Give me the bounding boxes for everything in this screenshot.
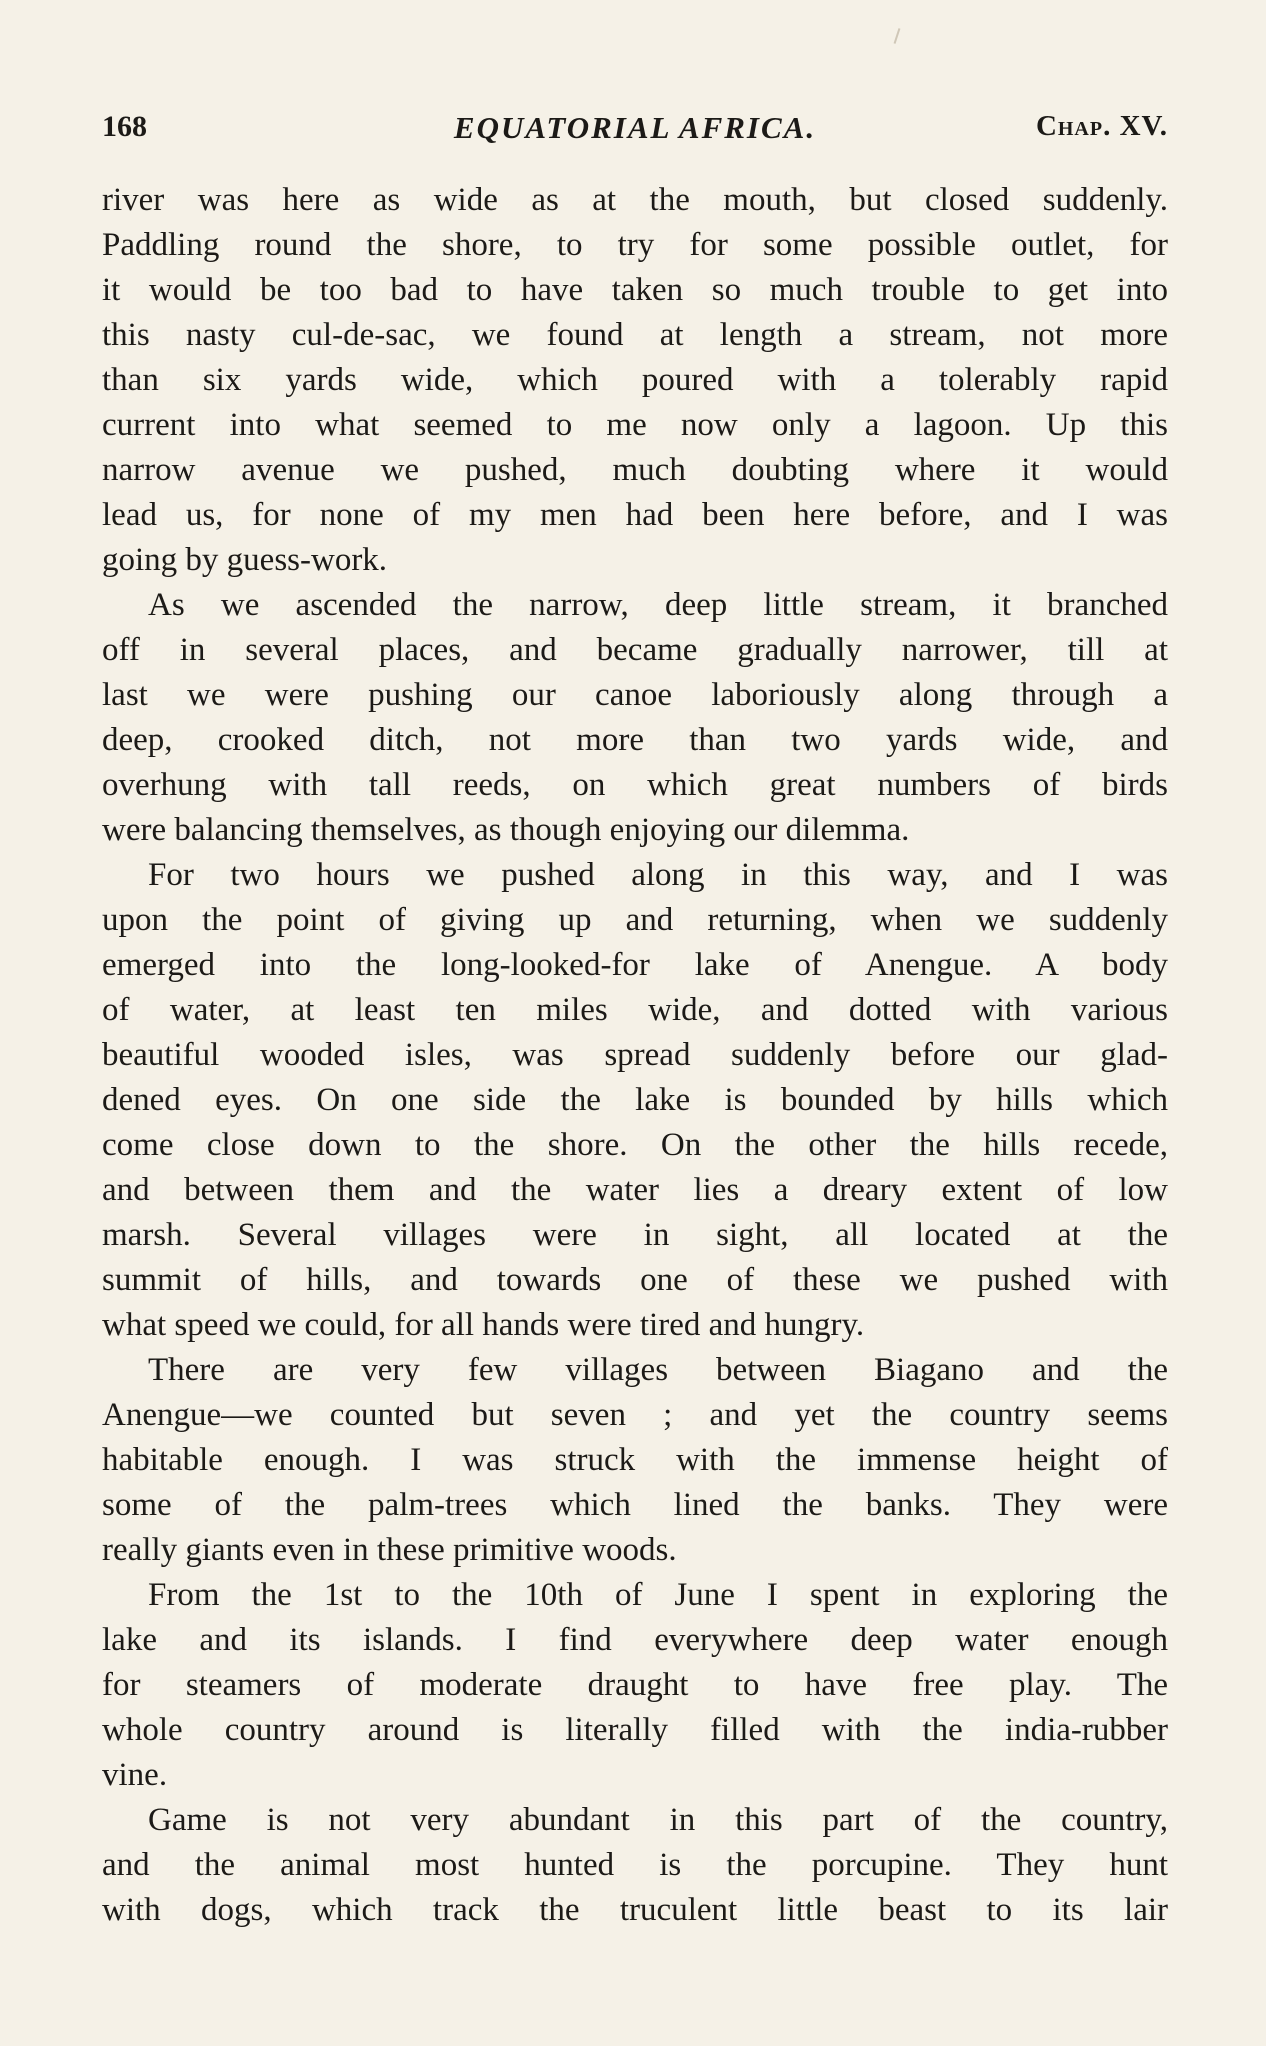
text-line: going by guess-work. xyxy=(102,542,388,578)
text-line: current into what seemed to me now only a lagoon. Up this xyxy=(102,407,1168,443)
text-line: really giants even in these primitive woods. xyxy=(102,1532,677,1568)
text-line: what speed we could, for all hands were tired and hungry. xyxy=(102,1307,865,1343)
chapter-label: Chap. XV. xyxy=(1035,110,1168,142)
text-line: for steamers of moderate draught to have free play. The xyxy=(102,1667,1168,1703)
text-line: river was here as wide as at the mouth, but closed suddenly. xyxy=(102,182,1168,218)
text-line: whole country around is literally filled with the india-rubber xyxy=(102,1712,1168,1748)
text-line: than six yards wide, which poured with a tolerably rapid xyxy=(102,362,1168,398)
text-line: were balancing themselves, as though enjoying our dilemma. xyxy=(102,812,910,848)
text-line: summit of hills, and towards one of these we pushed with xyxy=(102,1262,1168,1298)
text-line: beautiful wooded isles, was spread suddenly before our glad- xyxy=(102,1037,1168,1073)
paragraph xyxy=(102,853,1168,1348)
text-line: of water, at least ten miles wide, and dotted with various xyxy=(102,992,1168,1028)
text-line: As we ascended the narrow, deep little stream, it branched xyxy=(148,587,1168,623)
paragraph xyxy=(102,178,1168,583)
text-line: upon the point of giving up and returning, when we suddenly xyxy=(102,902,1168,938)
text-line: From the 1st to the 10th of June I spent in exploring the xyxy=(148,1577,1168,1613)
text-line: some of the palm-trees which lined the banks. They were xyxy=(102,1487,1168,1523)
text-line: deep, crooked ditch, not more than two yards wide, and xyxy=(102,722,1168,758)
text-line: lead us, for none of my men had been here before, and I was xyxy=(102,497,1168,533)
text-line: narrow avenue we pushed, much doubting where it would xyxy=(102,452,1168,488)
text-line: and the animal most hunted is the porcupine. They hunt xyxy=(102,1847,1168,1883)
text-line: off in several places, and became gradually narrower, till at xyxy=(102,632,1168,668)
body-text xyxy=(102,178,1168,1933)
text-line: habitable enough. I was struck with the immense height of xyxy=(102,1442,1168,1478)
text-line: this nasty cul-de-sac, we found at length a stream, not more xyxy=(102,317,1168,353)
paragraph xyxy=(102,1348,1168,1573)
paragraph xyxy=(102,1573,1168,1798)
text-line: Anengue—we counted but seven ; and yet the country seems xyxy=(102,1397,1168,1433)
text-line: Game is not very abundant in this part of the country, xyxy=(148,1802,1168,1838)
text-line: come close down to the shore. On the other the hills recede, xyxy=(102,1127,1168,1163)
text-line: last we were pushing our canoe laboriously along through a xyxy=(102,677,1168,713)
text-line: lake and its islands. I find everywhere deep water enough xyxy=(102,1622,1168,1658)
text-line: with dogs, which track the truculent little beast to its lair xyxy=(102,1892,1168,1928)
text-line: vine. xyxy=(102,1757,168,1793)
page-number: 168 xyxy=(102,110,147,143)
stray-ink-mark xyxy=(894,28,901,44)
text-line: For two hours we pushed along in this way, and I was xyxy=(148,857,1168,893)
paragraph xyxy=(102,1798,1168,1933)
text-line: dened eyes. On one side the lake is bounded by hills which xyxy=(102,1082,1168,1118)
text-line: emerged into the long-looked-for lake of Anengue. A body xyxy=(102,947,1168,983)
page-header xyxy=(102,110,1168,154)
text-line: overhung with tall reeds, on which great numbers of birds xyxy=(102,767,1168,803)
paragraph xyxy=(102,583,1168,853)
text-line: marsh. Several villages were in sight, all located at the xyxy=(102,1217,1168,1253)
text-line: There are very few villages between Biagano and the xyxy=(148,1352,1168,1388)
text-line: Paddling round the shore, to try for some possible outlet, for xyxy=(102,227,1168,263)
text-line: and between them and the water lies a dreary extent of low xyxy=(102,1172,1168,1208)
running-title: EQUATORIAL AFRICA. xyxy=(453,110,817,145)
text-line: it would be too bad to have taken so much trouble to get into xyxy=(102,272,1168,308)
